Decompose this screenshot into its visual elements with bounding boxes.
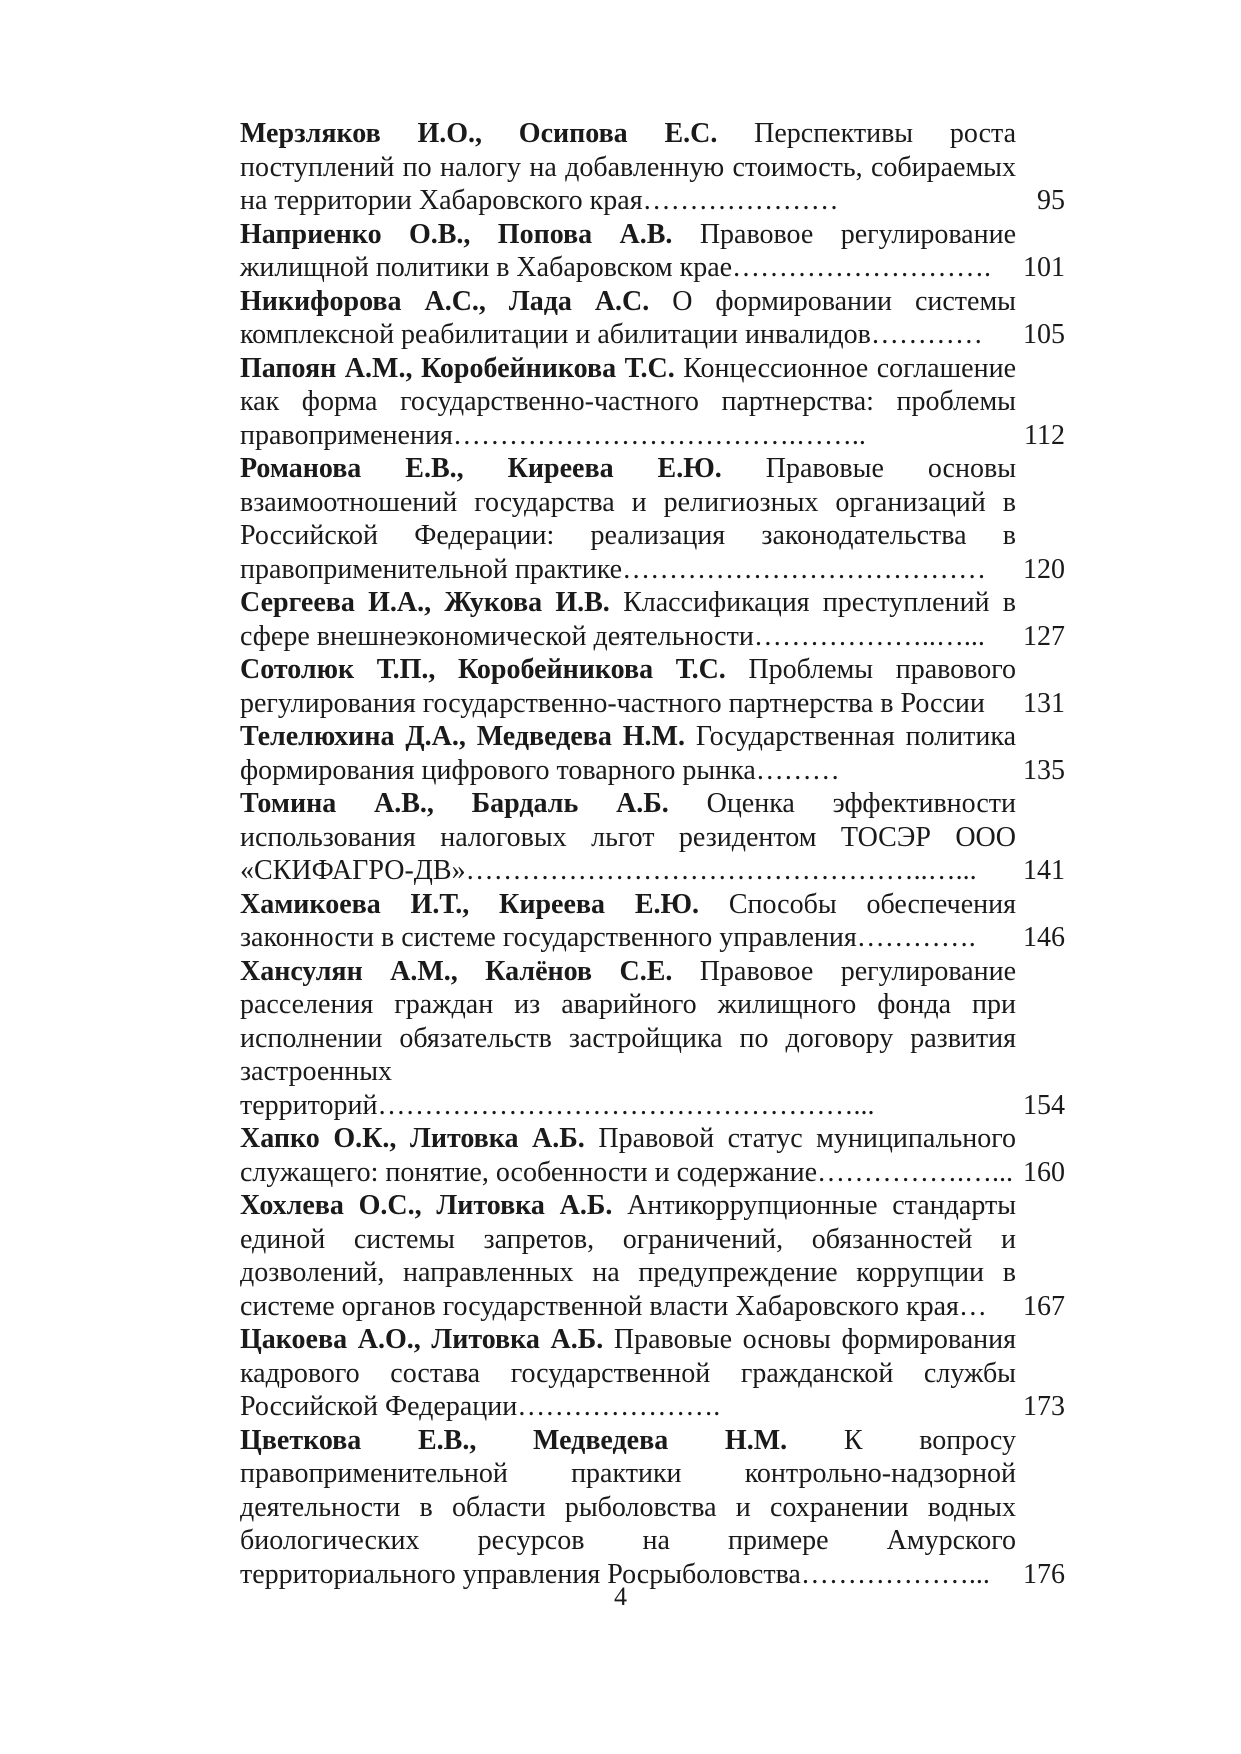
toc-entry-authors: Сергеева И.А., Жукова И.В. [240, 587, 610, 618]
toc-entry [240, 888, 1065, 955]
toc-entry-text [240, 1189, 1016, 1323]
toc-entry [240, 1122, 1065, 1189]
toc-entry [240, 787, 1065, 888]
toc-entry [240, 720, 1065, 787]
toc-entry-title: Правовое регулирование жилищной политики в Хабаровском крае………………………. [240, 218, 1017, 283]
toc-entry-text [240, 452, 1016, 586]
toc-entry-title: О формировании системы комплексной реабилитации и абилитации инвалидов………… [240, 285, 1016, 350]
toc-entry-page-number: 131 [1023, 687, 1065, 719]
page-number: 4 [614, 1582, 627, 1611]
toc-entry-title: Правовой статус муниципального служащего: понятие, особенности и содержание…………….…... [240, 1123, 1017, 1188]
table-of-contents [240, 117, 1065, 1591]
toc-entry [240, 1323, 1065, 1424]
toc-entry-page-number: 160 [1023, 1156, 1065, 1188]
toc-entry-title: Способы обеспечения законности в системе государственного управления…………. [240, 888, 1016, 953]
toc-entry [240, 352, 1065, 453]
toc-entry [240, 955, 1065, 1123]
toc-entry-authors: Томина А.В., Бардаль А.Б. [240, 788, 669, 819]
toc-entry-authors: Мерзляков И.О., Осипова Е.С. [240, 118, 718, 149]
toc-entry-title: Классификация преступлений в сфере внешнеэкономической деятельности………………..…... [240, 587, 1017, 652]
toc-entry-title: Концессионное соглашение как форма государственно-частного партнерства: проблемы правоприменения……………………………….…….. [240, 352, 1016, 451]
toc-entry-page-number: 105 [1023, 319, 1065, 350]
toc-entry-authors: Хохлева О.С., Литовка А.Б. [240, 1190, 613, 1221]
toc-entry [240, 1424, 1065, 1592]
toc-entry-authors: Хапко О.К., Литовка А.Б. [240, 1123, 585, 1154]
toc-entry-page-number: 120 [1023, 553, 1065, 585]
toc-entry-page-number: 167 [1023, 1290, 1065, 1322]
toc-entry-title: Проблемы правового регулирования государственно-частного партнерства в России [240, 654, 1016, 719]
toc-entry-title: Правовые основы формирования кадрового состава государственной гражданской службы Российской Федерации…………………. [240, 1324, 1016, 1422]
toc-entry [240, 285, 1065, 352]
toc-entry-text [240, 1122, 1016, 1189]
toc-entry-page-number: 173 [1023, 1391, 1065, 1422]
toc-entry-authors: Телелюхина Д.А., Медведева Н.М. [240, 721, 685, 752]
toc-entry-title: Государственная политика формирования цифрового товарного рынка……… [240, 721, 1016, 786]
toc-entry-authors: Никифорова А.С., Лада А.С. [240, 285, 650, 317]
toc-entry [240, 452, 1065, 586]
toc-entry-page-number: 141 [1023, 855, 1065, 886]
toc-entry-page-number: 154 [1023, 1089, 1065, 1121]
toc-entry-page-number: 146 [1023, 922, 1065, 953]
toc-entry-text [240, 1424, 1016, 1592]
toc-entry-text [240, 888, 1016, 955]
toc-entry-text [240, 218, 1016, 285]
toc-entry-page-number: 176 [1023, 1558, 1065, 1590]
toc-entry-page-number: 95 [1037, 185, 1065, 216]
toc-entry-authors: Хамикоева И.Т., Киреева Е.Ю. [240, 888, 700, 920]
toc-entry-title: К вопросу правоприменительной практики контрольно-надзорной деятельности в области рыболовства и сохранении водных биологических ресурсов на примере Амурского территориального управления Росрыболовства………………... [240, 1424, 1016, 1590]
toc-entry [240, 218, 1065, 285]
toc-entry [240, 586, 1065, 653]
toc-entry-authors: Цветкова Е.В., Медведева Н.М. [240, 1424, 788, 1456]
toc-entry-text [240, 1323, 1016, 1424]
toc-entry-text [240, 720, 1016, 787]
toc-entry-text [240, 955, 1016, 1123]
toc-entry-authors: Цакоева А.О., Литовка А.Б. [240, 1324, 604, 1355]
toc-entry-page-number: 101 [1023, 252, 1065, 283]
toc-entry-authors: Хансулян А.М., Калёнов С.Е. [240, 955, 673, 987]
toc-entry-text [240, 586, 1016, 653]
toc-entry [240, 117, 1065, 218]
toc-entry-text [240, 117, 1016, 218]
toc-entry-authors: Наприенко О.В., Попова А.В. [240, 218, 673, 250]
toc-entry-text [240, 653, 1016, 720]
toc-entry-text [240, 787, 1016, 888]
toc-entry-page-number: 112 [1024, 419, 1065, 451]
toc-entry [240, 1189, 1065, 1323]
toc-entry-text [240, 285, 1016, 352]
toc-entry-title: Оценка эффективности использования налоговых льгот резидентом ТОСЭР ООО «СКИФАГРО-ДВ»…………………………………………..…... [240, 788, 1016, 886]
toc-entry-authors: Сотолюк Т.П., Коробейникова Т.С. [240, 654, 726, 685]
toc-entry-title: Правовое регулирование расселения граждан из аварийного жилищного фонда при исполнении обязательств застройщика по договору развития застроенных территорий……………………………………………... [240, 955, 1017, 1121]
toc-entry-title: Правовые основы взаимоотношений государства и религиозных организаций в Российской Федерации: реализация законодательства в правоприменительной практике………………………………… [240, 453, 1017, 585]
toc-entry-authors: Романова Е.В., Киреева Е.Ю. [240, 453, 722, 484]
toc-entry-title: Перспективы роста поступлений по налогу на добавленную стоимость, собираемых на территории Хабаровского края………………… [240, 118, 1016, 216]
toc-entry-page-number: 135 [1023, 754, 1065, 786]
toc-entry [240, 653, 1065, 720]
toc-entry-text [240, 352, 1016, 453]
toc-entry-authors: Папоян А.М., Коробейникова Т.С. [240, 352, 675, 384]
toc-entry-title: Антикоррупционные стандарты единой системы запретов, ограничений, обязанностей и дозволений, направленных на предупреждение коррупции в системе органов государственной власти Хабаровского края… [240, 1190, 1017, 1322]
toc-entry-page-number: 127 [1023, 620, 1065, 652]
